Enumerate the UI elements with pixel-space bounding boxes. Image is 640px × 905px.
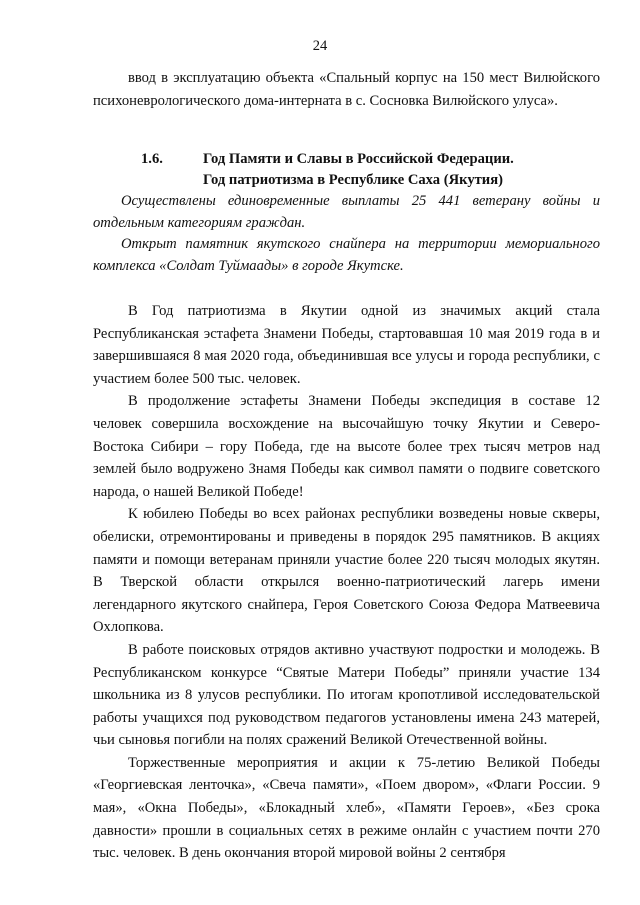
section-summary (93, 191, 600, 277)
page-number: 24 (312, 38, 328, 54)
section-heading (93, 149, 600, 190)
section-title-line-2: Год патриотизма в Республике Саха (Якутия) (203, 171, 503, 188)
body-paragraph: В продолжение эстафеты Знамени Победы экспедиция в составе 12 человек совершила восхождение на высочайшую точку Якутии и Северо-Востока Сибири – гору Победа, где на высоте более трех тысяч метров над землей было водружено Знамя Победы как символ памяти о подвиге советского народа, о нашей Великой Победе! (93, 393, 600, 500)
body-paragraph: К юбилею Победы во всех районах республики возведены новые скверы, обелиски, отремонтированы и приведены в порядок 295 памятников. В акциях памяти и помощи ветеранам приняли участие более 220 тысяч молодых якутян. В Тверской области открылся военно-патриотический лагерь имени легендарного якутского снайпера, Героя Советского Союза Федора Матвеевича Охлопкова. (93, 506, 600, 636)
body-paragraph: Торжественные мероприятия и акции к 75-летию Великой Победы «Георгиевская ленточка», «Свеча памяти», «Поем двором», «Флаги России. 9 мая», «Окна Победы», «Блокадный хлеб», «Памяти Героев», «Без срока давности» прошли в социальных сетях в режиме онлайн с участием почти 270 тыс. человек. В день окончания второй мировой войны 2 сентября (93, 754, 600, 862)
section-number: 1.6. (141, 151, 163, 167)
page-content (93, 67, 600, 865)
intro-paragraph: ввод в эксплуатацию объекта «Спальный корпус на 150 мест Вилюйского психоневрологического дома-интерната в с. Сосновка Вилюйского улуса». (93, 70, 600, 109)
section-title-line-1: Год Памяти и Славы в Российской Федерации. (203, 151, 514, 167)
body-paragraph: В Год патриотизма в Якутии одной из значимых акций стала Республиканская эстафета Знамени Победы, стартовавшая 10 мая 2019 года в и завершившаяся 8 мая 2020 года, объединившая все улусы и города республики, с участием более 500 тыс. человек. (93, 303, 600, 387)
body-text (93, 300, 600, 865)
summary-item: Осуществлены единовременные выплаты 25 441 ветерану войны и отдельным категориям граждан. (93, 193, 600, 231)
summary-item: Открыт памятник якутского снайпера на территории мемориального комплекса «Солдат Туймаады» в городе Якутске. (93, 236, 600, 274)
body-paragraph: В работе поисковых отрядов активно участвуют подростки и молодежь. В Республиканском конкурсе “Святые Матери Победы” приняли участие 134 школьника из 8 улусов республики. По итогам кропотливой исследовательской работы учащихся под руководством педагогов установлены имена 243 матерей, чьи сыновья погибли на полях сражений Великой Отечественной войны. (93, 641, 600, 749)
